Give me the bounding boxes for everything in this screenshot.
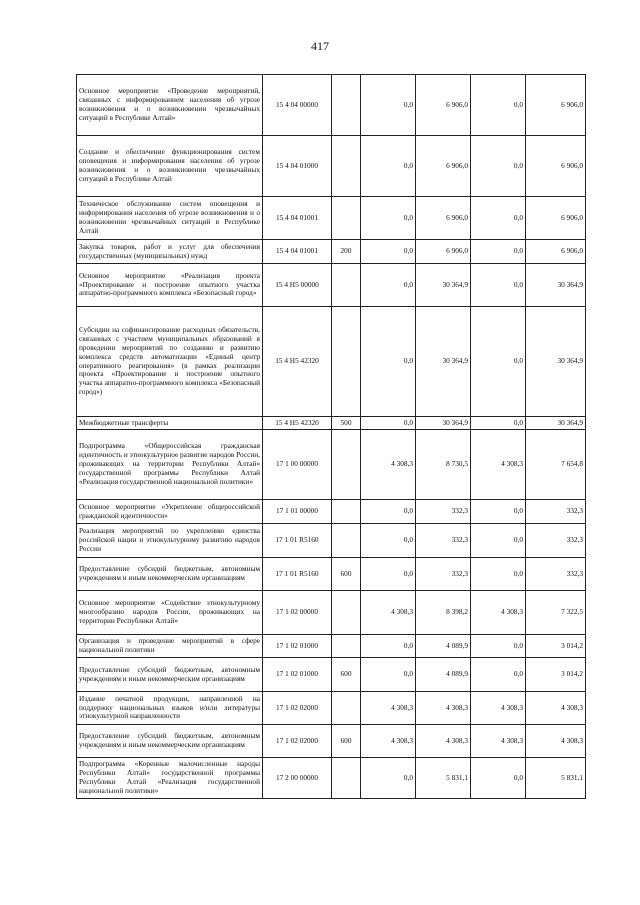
row-value-2: 332,3: [416, 558, 471, 591]
row-value-1: 4 308,3: [361, 430, 416, 500]
row-code: 15 4 Н5 42320: [263, 417, 332, 430]
row-name: Предоставление субсидий бюджетным, автономным учреждениям и иным некоммерческим организациям: [77, 658, 263, 692]
row-value-3: 0,0: [471, 758, 526, 799]
row-name: Основное мероприятие «Укрепление общероссийской гражданской идентичности»: [77, 500, 263, 524]
row-value-3: 0,0: [471, 307, 526, 417]
row-expense-type: 500: [332, 417, 361, 430]
row-value-1: 0,0: [361, 524, 416, 558]
row-code: 17 1 02 00000: [263, 591, 332, 635]
row-value-4: 6 906,0: [526, 136, 586, 197]
row-code: 17 1 01 R5160: [263, 558, 332, 591]
row-value-1: 0,0: [361, 264, 416, 307]
row-expense-type: 600: [332, 658, 361, 692]
row-value-2: 30 364,9: [416, 307, 471, 417]
row-name: Основное мероприятие «Реализация проекта «Проектирование и построение опытного участка аппаратно-программного комплекса «Безопасный город»: [77, 264, 263, 307]
row-value-3: 0,0: [471, 75, 526, 136]
row-code: 15 4 Н5 42320: [263, 307, 332, 417]
table-row: [77, 75, 586, 136]
row-value-4: 332,3: [526, 558, 586, 591]
row-name: Основное мероприятие «Содействие этнокультурному многообразию народов России, проживающих на территории Республики Алтай»: [77, 591, 263, 635]
row-value-3: 4 308,3: [471, 591, 526, 635]
row-value-2: 30 364,9: [416, 417, 471, 430]
row-name: Подпрограмма «Коренные малочисленные народы Республики Алтай» государственной программы Республики Алтай «Реализация государственной национальной политики»: [77, 758, 263, 799]
table-row: [77, 725, 586, 758]
budget-table-body: [77, 75, 586, 799]
row-value-2: 332,3: [416, 524, 471, 558]
row-value-4: 6 906,0: [526, 240, 586, 264]
row-name: Реализация мероприятий по укреплению единства российской нации и этнокультурному развитию народов России: [77, 524, 263, 558]
table-row: [77, 240, 586, 264]
row-value-3: 0,0: [471, 136, 526, 197]
row-expense-type: 600: [332, 725, 361, 758]
row-value-3: 0,0: [471, 635, 526, 658]
row-expense-type: 200: [332, 240, 361, 264]
row-name: Создание и обеспечение функционирования систем оповещения и информирования населения об угрозе возникновения и о возникновении чрезвычайных ситуаций в Республике Алтай: [77, 136, 263, 197]
row-value-2: 332,3: [416, 500, 471, 524]
row-code: 15 4 Н5 00000: [263, 264, 332, 307]
row-expense-type: [332, 197, 361, 240]
table-row: [77, 430, 586, 500]
row-value-3: 0,0: [471, 500, 526, 524]
table-row: [77, 197, 586, 240]
row-value-1: 0,0: [361, 136, 416, 197]
table-row: [77, 500, 586, 524]
row-value-4: 4 308,3: [526, 725, 586, 758]
row-name: Техническое обслуживание систем оповещения и информирования населения об угрозе возникновения и о возникновении чрезвычайных ситуаций в Республике Алтай: [77, 197, 263, 240]
row-value-1: 0,0: [361, 307, 416, 417]
row-expense-type: [332, 307, 361, 417]
row-value-3: 0,0: [471, 240, 526, 264]
row-name: Издание печатной продукции, направленной на поддержку национальных языков и/или литературы этнокультурной направленности: [77, 692, 263, 725]
row-code: 15 4 04 01001: [263, 240, 332, 264]
row-name: Предоставление субсидий бюджетным, автономным учреждениям и иным некоммерческим организациям: [77, 558, 263, 591]
row-value-1: 0,0: [361, 635, 416, 658]
row-value-1: 0,0: [361, 240, 416, 264]
row-expense-type: [332, 75, 361, 136]
row-value-1: 4 308,3: [361, 725, 416, 758]
row-code: 17 1 01 R5160: [263, 524, 332, 558]
row-value-3: 4 308,3: [471, 692, 526, 725]
page-number: 417: [311, 39, 329, 53]
row-name: Подпрограмма «Общероссийская гражданская идентичность и этнокультурное развитие народов России, проживающих на территории Республики Алтай» государственной программы Республики Алтай «Реализация государственной национальной политики»: [77, 430, 263, 500]
table-row: [77, 692, 586, 725]
table-row: [77, 635, 586, 658]
table-row: [77, 558, 586, 591]
table-row: [77, 658, 586, 692]
table-row: [77, 758, 586, 799]
row-code: 15 4 04 00000: [263, 75, 332, 136]
row-value-2: 6 906,0: [416, 240, 471, 264]
row-value-2: 8 730,5: [416, 430, 471, 500]
row-name: Предоставление субсидий бюджетным, автономным учреждениям и иным некоммерческим организациям: [77, 725, 263, 758]
row-expense-type: [332, 500, 361, 524]
row-expense-type: [332, 524, 361, 558]
row-value-3: 4 308,3: [471, 430, 526, 500]
table-row: [77, 264, 586, 307]
row-expense-type: [332, 635, 361, 658]
row-name: Основное мероприятие «Проведение мероприятий, связанных с информированием населения об угрозе возникновения и о возникновении чрезвычайных ситуаций в Республике Алтай»: [77, 75, 263, 136]
row-value-4: 6 906,0: [526, 75, 586, 136]
row-value-3: 4 308,3: [471, 725, 526, 758]
row-value-3: 0,0: [471, 264, 526, 307]
row-code: 17 2 00 00000: [263, 758, 332, 799]
row-value-2: 5 831,1: [416, 758, 471, 799]
row-value-2: 4 089,9: [416, 635, 471, 658]
row-code: 17 1 01 00000: [263, 500, 332, 524]
row-value-3: 0,0: [471, 558, 526, 591]
row-value-1: 0,0: [361, 500, 416, 524]
row-code: 17 1 02 02000: [263, 725, 332, 758]
row-value-4: 4 308,3: [526, 692, 586, 725]
row-expense-type: [332, 430, 361, 500]
row-value-2: 4 308,3: [416, 692, 471, 725]
row-value-2: 8 398,2: [416, 591, 471, 635]
row-value-1: 0,0: [361, 558, 416, 591]
row-value-4: 30 364,9: [526, 307, 586, 417]
row-value-2: 6 906,0: [416, 75, 471, 136]
budget-table: [76, 74, 586, 799]
row-value-1: 0,0: [361, 658, 416, 692]
row-value-4: 6 906,0: [526, 197, 586, 240]
table-row: [77, 591, 586, 635]
row-code: 15 4 04 01000: [263, 136, 332, 197]
row-value-2: 4 089,9: [416, 658, 471, 692]
row-value-4: 3 014,2: [526, 635, 586, 658]
table-row: [77, 524, 586, 558]
row-code: 17 1 02 02000: [263, 692, 332, 725]
row-expense-type: [332, 692, 361, 725]
row-name: Субсидии на софинансирование расходных обязательств, связанных с участием муниципальных образований в проведении мероприятий по созданию и развитию комплекса средств автоматизации «Единый центр оперативного реагирования» (в рамках реализации проекта «Проектирование и построение опытного участка аппаратно-программного комплекса «Безопасный город»): [77, 307, 263, 417]
row-code: 17 1 02 01000: [263, 635, 332, 658]
row-name: Организация и проведение мероприятий в сфере национальной политики: [77, 635, 263, 658]
row-value-4: 30 364,9: [526, 264, 586, 307]
row-code: 17 1 00 00000: [263, 430, 332, 500]
table-row: [77, 307, 586, 417]
row-value-4: 332,3: [526, 500, 586, 524]
row-value-2: 6 906,0: [416, 197, 471, 240]
row-code: 17 1 02 01000: [263, 658, 332, 692]
row-value-1: 0,0: [361, 758, 416, 799]
row-value-3: 0,0: [471, 524, 526, 558]
row-value-1: 4 308,3: [361, 591, 416, 635]
row-expense-type: [332, 136, 361, 197]
row-value-4: 3 014,2: [526, 658, 586, 692]
row-value-4: 332,3: [526, 524, 586, 558]
row-value-3: 0,0: [471, 658, 526, 692]
row-value-2: 6 906,0: [416, 136, 471, 197]
table-row: [77, 136, 586, 197]
row-value-1: 0,0: [361, 197, 416, 240]
row-name: Межбюджетные трансферты: [77, 417, 263, 430]
row-expense-type: 600: [332, 558, 361, 591]
row-value-3: 0,0: [471, 197, 526, 240]
row-value-4: 7 654,8: [526, 430, 586, 500]
row-value-4: 30 364,9: [526, 417, 586, 430]
row-value-4: 7 322,5: [526, 591, 586, 635]
row-value-2: 30 364,9: [416, 264, 471, 307]
row-code: 15 4 04 01001: [263, 197, 332, 240]
row-value-2: 4 308,3: [416, 725, 471, 758]
row-value-4: 5 831,1: [526, 758, 586, 799]
row-expense-type: [332, 591, 361, 635]
row-value-3: 0,0: [471, 417, 526, 430]
row-value-1: 0,0: [361, 417, 416, 430]
row-expense-type: [332, 758, 361, 799]
row-expense-type: [332, 264, 361, 307]
row-value-1: 0,0: [361, 75, 416, 136]
row-value-1: 4 308,3: [361, 692, 416, 725]
table-row: [77, 417, 586, 430]
row-name: Закупка товаров, работ и услуг для обеспечения государственных (муниципальных) нужд: [77, 240, 263, 264]
